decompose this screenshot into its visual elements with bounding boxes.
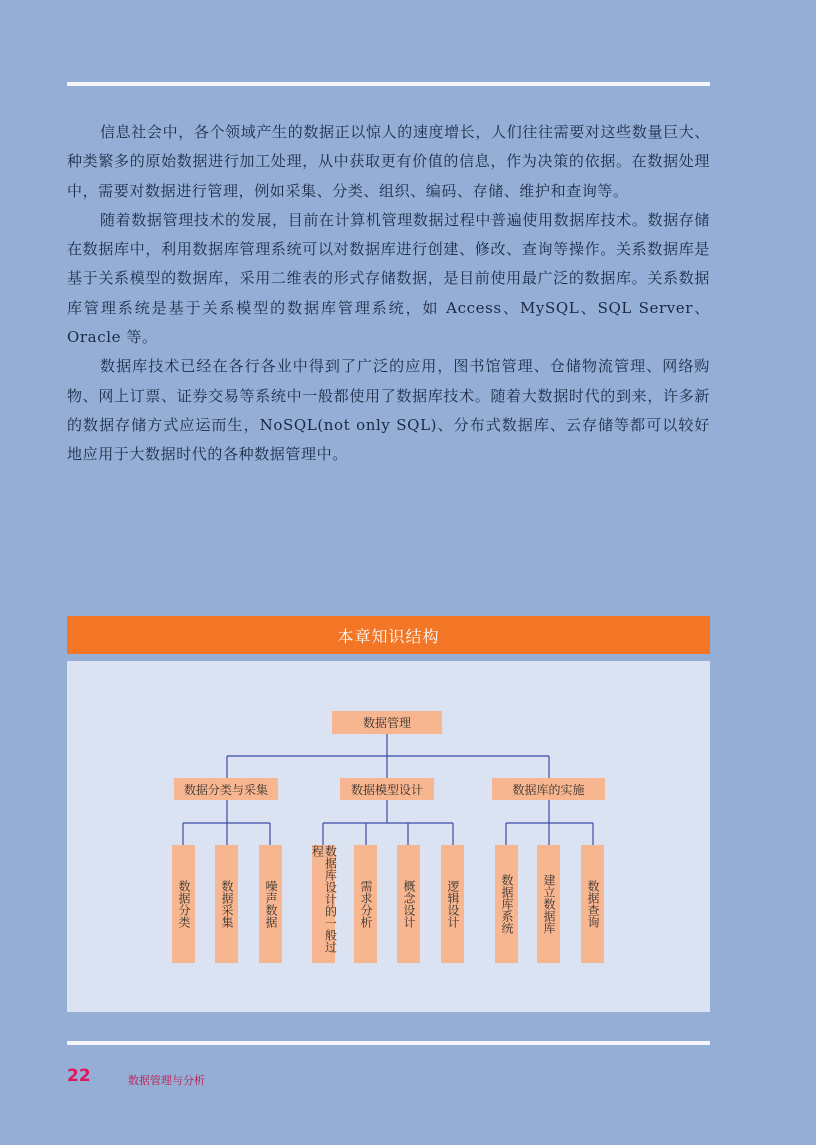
paragraph-1: 信息社会中，各个领域产生的数据正以惊人的速度增长，人们往往需要对这些数量巨大、种类繁多的原始数据进行加工处理，从中获取更有价值的信息，作为决策的依据。在数据处理中，需要对数据进行管理，例如采集、分类、组织、编码、存储、维护和查询等。 bbox=[67, 123, 710, 200]
top-rule bbox=[67, 82, 710, 86]
paragraph-2: 随着数据管理技术的发展，目前在计算机管理数据过程中普遍使用数据库技术。数据存储在数据库中，利用数据库管理系统可以对数据库进行创建、修改、查询等操作。关系数据库是基于关系模型的数据库，采用二维表的形式存储数据，是目前使用最广泛的数据库。关系数据库管理系统是基于关系模型的数据库管理系统，如 Access、MySQL、SQL Server、Oracle 等。 bbox=[67, 210, 710, 347]
body-text bbox=[67, 118, 710, 470]
section-title: 本章知识结构 bbox=[337, 626, 440, 646]
leaf-node: 建立数据库 bbox=[537, 845, 560, 963]
knowledge-structure-diagram bbox=[67, 661, 710, 1012]
leaf-node: 数据分类 bbox=[172, 845, 195, 963]
page-number: 22 bbox=[67, 1066, 91, 1086]
leaf-node: 数据采集 bbox=[215, 845, 238, 963]
paragraph-3: 数据库技术已经在各行各业中得到了广泛的应用，图书馆管理、仓储物流管理、网络购物、网上订票、证券交易等系统中一般都使用了数据库技术。随着大数据时代的到来，许多新的数据存储方式应运而生，NoSQL(not only SQL)、分布式数据库、云存储等都可以较好地应用于大数据时代的各种数据管理中。 bbox=[67, 357, 710, 464]
leaf-node: 噪声数据 bbox=[259, 845, 282, 963]
leaf-node: 数据查询 bbox=[581, 845, 604, 963]
node-branch-3: 数据库的实施 bbox=[492, 778, 605, 800]
node-branch-1: 数据分类与采集 bbox=[174, 778, 278, 800]
bottom-rule bbox=[67, 1041, 710, 1045]
leaf-node: 数据库设计的一般过程 bbox=[312, 845, 335, 963]
node-root: 数据管理 bbox=[332, 711, 442, 734]
section-title-bar bbox=[67, 616, 710, 654]
leaf-node: 概念设计 bbox=[397, 845, 420, 963]
node-branch-2: 数据模型设计 bbox=[340, 778, 434, 800]
book-title: 数据管理与分析 bbox=[128, 1074, 205, 1087]
leaf-node: 数据库系统 bbox=[495, 845, 518, 963]
leaf-node: 需求分析 bbox=[354, 845, 377, 963]
leaf-node: 逻辑设计 bbox=[441, 845, 464, 963]
